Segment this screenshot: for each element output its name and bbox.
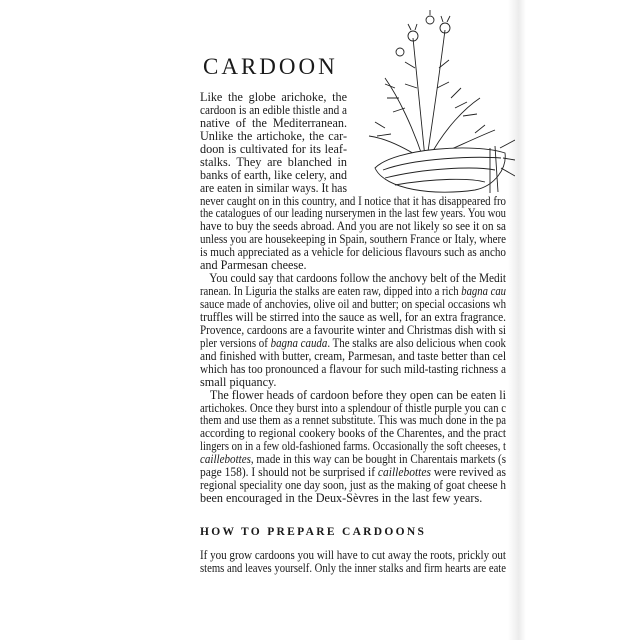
text-line: sauce made of anchovies, olive oil and butter; on special occasions wh [200,297,506,311]
text-line: artichokes. Once they burst into a splendour of thistle purple you can c [200,400,506,415]
text-line: according to regional cookery books of the Charentes, and the pract [200,426,506,441]
text-line: banks of earth, like celery, and [200,167,347,182]
text-line: Provence, cardoons are a favourite winter and Christmas dish with si [200,322,506,337]
italic-term: bagna cauda [270,335,328,350]
text-line: If you grow cardoons you will have to cut away the roots, prickly out [200,548,506,562]
italic-term: bagna cau [461,284,506,299]
text-line: small piquancy. [200,374,277,389]
text-line: stalks. They are blanched in [200,154,347,169]
italic-term: caillebottes [200,452,251,467]
text-line: You could say that cardoons follow the anchovy belt of the Medit [209,271,506,286]
text-line: stems and leaves yourself. Only the inner stalks and firm hearts are eate [200,560,506,575]
text-line: have to buy the seeds abroad. And you are not likely so see it on sa [200,219,506,234]
page-title: CARDOON [203,54,338,79]
text-line: and finished with butter, cream, Parmesan, and taste better than cel [200,348,506,363]
text-line: regional speciality one day soon, just as the making of goat cheese h [200,478,506,493]
text-line: native of the Mediterranean. [200,115,347,130]
text-span: pler versions of [200,335,271,350]
text-line: which has too pronounced a flavour for such mild-tasting richness a [200,361,506,376]
text-line: Like the globe arichoke, the [200,90,347,104]
text-span: , made in this way can be bought in Charentais markets (s [250,452,506,467]
text-line: doon is cultivated for its leaf- [200,141,347,156]
text-line: been encouraged in the Deux-Sèvres in the last few years. [200,491,483,506]
text-line: and Parmesan cheese. [200,258,307,273]
main-text [200,91,508,505]
text-span: were revived as [430,465,506,480]
text-span: . The stalks are also delicious when cook [327,335,506,350]
text-span: page 158). I should not be surprised if [200,465,378,480]
section-text [200,549,508,575]
italic-term: caillebottes [377,465,431,480]
text-line: the catalogues of our leading nurserymen in the last few years. You wou [200,206,506,221]
text-line: cardoon is an edible thistle and a [200,102,347,117]
text-line: The flower heads of cardoon before they open can be eaten li [209,387,506,402]
text-line: are eaten in similar ways. It has [200,180,347,195]
text-line: truffles will be stirred into the sauce as well, for an extra fragrance. [200,309,506,324]
text-line: is much appreciated as a vehicle for delicious flavours such as ancho [200,245,506,260]
text-line: Unlike the artichoke, the car- [200,128,347,143]
text-line: them and use them as a rennet substitute. This was much done in the pa [200,413,506,428]
text-line: lingers on in a few old-fashioned farms. Occasionally the soft cheeses, t [200,439,506,454]
text-line: never caught on in this country, and I notice that it has disappeared fro [200,193,506,208]
text-span: ranean. In Liguria the stalks are eaten raw, dipped into a rich [200,284,462,299]
section-heading: HOW TO PREPARE CARDOONS [200,526,427,538]
text-line: unless you are housekeeping in Spain, southern France or Italy, where [200,232,506,247]
